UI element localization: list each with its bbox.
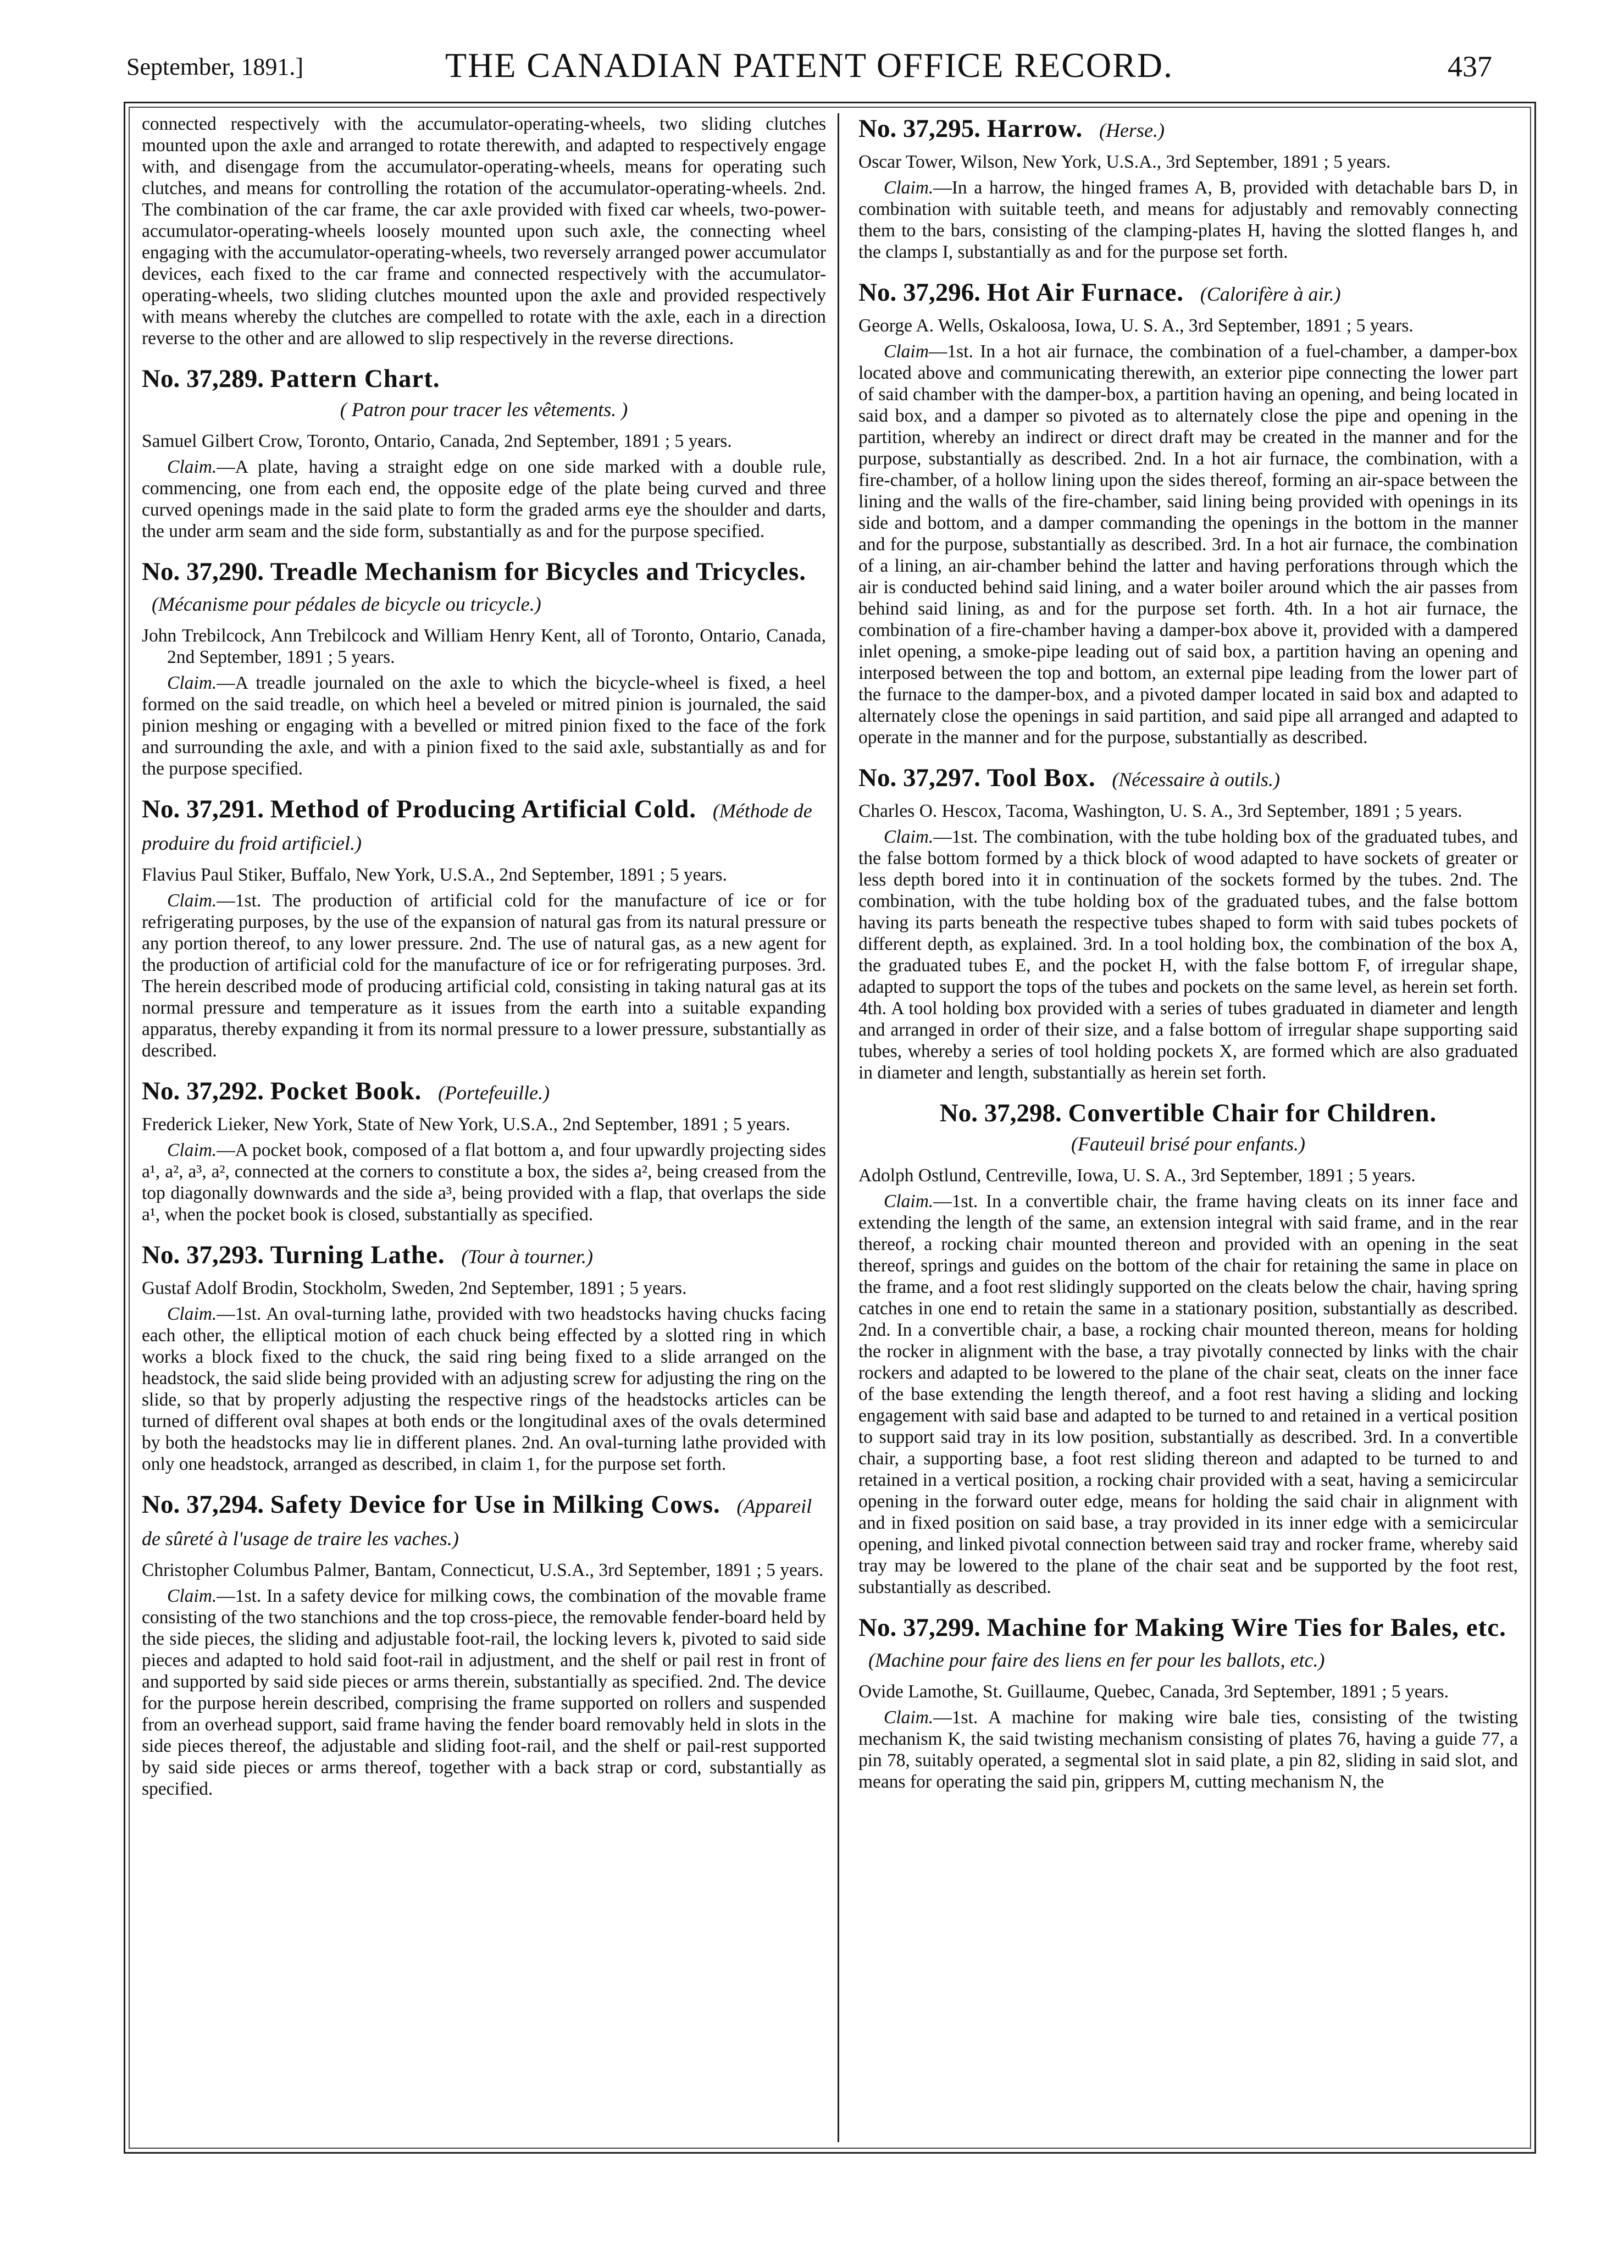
patent-number: No. 37,298. [939,1099,1062,1127]
patent-claim [142,672,826,779]
claim-text: —1st. In a hot air furnace, the combination of a fuel-chamber, a damper-box located above and communicating therewith, an exterior pipe connecting the lower part of said chamber with the damper-box, a partition having an opening, and being located in said box, and a damper so pivoted as to alternately close the pipe and opening in the partition, whereby an indirect or direct draft may be created in the manner and for the purpose, substantially as described. 2nd. In a hot air furnace, the combination, with a fire-chamber, of a hollow lining upon the sides thereof, forming an air-space between the lining and the walls of the fire-chamber, said lining being provided with openings in its side and bottom, and a damper commanding the openings in the bottom in the manner and for the purpose, substantially as described. 3rd. In a hot air furnace, the combination of a lining, an air-chamber behind the latter and having perforations through which the air is conducted behind said lining, and a water boiler around which the air passes from behind said lining, as and for the purpose set forth. 4th. In a hot air furnace, the combination of a fire-chamber having a damper-box above it, provided with a dampered inlet opening, a smoke-pipe leading out of said box, a partition having an opening and interposed between the top and bottom, an external pipe leading from the lower part of the furnace to the damper-box, and a pivoted damper located in said box and adapted to alternately close the openings in said partition, and said pipe all arranged and adapted to operate in the manner and for the purpose, substantially as described. [858,341,1518,748]
patent-french-title: (Appareil de sûreté à l'usage de traire les vaches.) [142,1495,812,1550]
page-number: 437 [1448,50,1492,83]
claim-text: —A plate, having a straight edge on one side marked with a double rule, commencing, one from each end, the opposite edge of the plate being curved and three curved openings made in the said plate to form the graded arms eye the shoulder and darts, the under arm seam and the side form, substantially as and for the purpose specified. [142,457,826,541]
patent-claim [858,1191,1518,1598]
patent-heading [858,277,1518,309]
patent-number: No. 37,291. [142,795,264,823]
claim-text: —1st. In a safety device for milking cows, the combination of the movable frame consisting of the two stanchions and the top cross-piece, the removable fender-board held by the side pieces, the sliding and adjustable foot-rail, the locking levers k, pivoted to said side pieces and adapted to hold said foot-rail in adjustment, and the shelf or pail rest in front of and supported by said side pieces or arms therein, substantially as specified. 2nd. The device for the purpose herein described, comprising the frame supported on rollers and suspended from an overhead support, said frame having the fender board removably held in slots in the side pieces thereof, the adjustable and sliding foot-rail, and the shelf or pail-rest supported by said side pieces or arms thereof, together with a back strap or cord, substantially as specified. [142,1586,826,1799]
patent-number: No. 37,290. [142,557,264,586]
claim-label: Claim. [884,178,934,198]
patent-french-title: (Herse.) [1099,119,1165,141]
patent-entry [858,113,1518,263]
continuation-text: connected respectively with the accumulator-operating-wheels, two sliding clutches mounted upon the axle and arranged to rotate therewith, and adapted to respectively engage with, and disengage from the accumulator-operating-wheels, means for operating such clutches, and means for controlling the rotation of the accumulator-operating-wheels. 2nd. The combination of the car frame, the car axle provided with fixed car wheels, two-power-accumulator-operating-wheels loosely mounted upon such axle, the connecting wheel engaging with the accumulator-operating-wheels, two reversely arranged power accumulator devices, each fixed to the car frame and connected respectively with the accumulator-operating-wheels, two sliding clutches mounted upon the axle and provided respectively with means whereby the clutches are compelled to rotate with the axle, each in a direction reverse to the other and are allowed to slip respectively in the reverse directions. [142,114,826,349]
page-frame [124,102,1536,2154]
patent-french-title: (Tour à tourner.) [461,1246,594,1268]
patent-heading [142,1489,826,1554]
page-body [142,113,1518,2142]
patent-french-title: (Calorifère à air.) [1200,283,1341,305]
patent-inventor: Oscar Tower, Wilson, New York, U.S.A., 3rd September, 1891 ; 5 years. [858,152,1391,172]
claim-label: Claim. [884,827,934,847]
patent-french-title: (Portefeuille.) [438,1082,550,1104]
patent-inventor: Samuel Gilbert Crow, Toronto, Ontario, Canada, 2nd September, 1891 ; 5 years. [142,431,732,451]
patent-number: No. 37,295. [858,114,980,143]
left-column [142,113,826,2142]
patent-title: Tool Box. [986,764,1096,792]
patent-heading [858,1098,1518,1159]
patent-french-title: (Fauteuil brisé pour enfants.) [1071,1133,1305,1155]
patent-title: Hot Air Furnace. [986,278,1184,307]
claim-text: —1st. In a convertible chair, the frame having cleats on its inner face and extending the length of the same, an extension integral with said frame, and in the rear thereof, a rocking chair mounted thereon and provided with an opening in the seat thereof, springs and guides on the bottom of the chair for retaining the same in place on the frame, and a foot rest slidingly supported on the cleats below the chair, having spring catches in one end to retain the same in a stationary position, substantially as described. 2nd. In a convertible chair, a base, a rocking chair mounted thereon, means for holding the rocker in alignment with the base, a tray pivotally connected by links with the chair rockers and adapted to be lowered to the plane of the chair seat, cleats on the inner face of the base extending the length thereof, and a foot rest having a sliding and locking engagement with said base and adapted to be turned to and retained in a vertical position to support said tray in its low position, substantially as described. 3rd. In a convertible chair, a supporting base, a foot rest sliding thereon and adapted to be turned to and retained in a vertical position, a rocking chair provided with a seat, having a semicircular opening in the forward outer edge, means for holding the said chair in alignment with and in fixed position on said base, a tray provided in its inner edge with a semicircular opening, and linked pivotal connection between said tray and rocker frame, whereby said tray may be lowered to the plane of the chair seat and be supported by the foot rest, substantially as described. [858,1191,1518,1597]
patent-entry [142,363,826,542]
patent-entry [142,1489,826,1800]
patent-french-title: (Méthode de produire du froid artificiel.) [142,800,812,854]
patent-claim [858,341,1518,748]
claim-label: Claim. [167,1304,217,1324]
patent-number: No. 37,299. [858,1613,980,1642]
patent-number: No. 37,289. [142,364,264,393]
patent-inventor: Flavius Paul Stiker, Buffalo, New York, U.S.A., 2nd September, 1891 ; 5 years. [142,865,727,885]
issue-date: September, 1891.] [126,53,304,80]
patent-inventor: Gustaf Adolf Brodin, Stockholm, Sweden, 2nd September, 1891 ; 5 years. [142,1278,687,1298]
patent-french-title: (Nécessaire à outils.) [1112,768,1281,790]
patent-number: No. 37,292. [142,1077,264,1105]
patent-claim [142,1585,826,1800]
patent-entry [858,1612,1518,1793]
patent-inventor: Christopher Columbus Palmer, Bantam, Connecticut, U.S.A., 3rd September, 1891 ; 5 years. [142,1560,824,1580]
patent-claim [858,826,1518,1083]
running-head [126,45,1492,95]
claim-text: —A pocket book, composed of a flat bottom a, and four upwardly projecting sides a¹, a², a³, a², connected at the corners to constitute a box, the sides a², being creased from the top diagonally downwards and the side a³, being provided with a flap, that overlaps the side a¹, when the pocket book is closed, substantially as specified. [142,1140,826,1225]
column-rule [838,113,839,2142]
patent-number: No. 37,297. [858,764,980,792]
patent-french-title: (Machine pour faire des liens en fer pour les ballots, etc.) [868,1649,1325,1671]
patent-title: Convertible Chair for Children. [1068,1099,1437,1127]
right-column [851,113,1518,2142]
patent-inventor: Ovide Lamothe, St. Guillaume, Quebec, Canada, 3rd September, 1891 ; 5 years. [858,1681,1449,1702]
patent-number: No. 37,296. [858,278,980,307]
patent-title: Method of Producing Artificial Cold. [270,795,697,823]
claim-label: Claim. [167,673,217,693]
claim-label: Claim. [884,1707,934,1728]
claim-label: Claim. [167,457,217,477]
claim-text: —1st. A machine for making wire bale ties, consisting of the twisting mechanism K, the said twisting mechanism consisting of plates 76, having a guide 77, a pin 78, suitably operated, a segmental slot in said plate, a pin 82, sliding in said slot, and means for operating the said pin, grippers M, cutting mechanism N, the [858,1707,1518,1792]
patent-title: Pattern Chart. [270,364,440,393]
patent-title: Harrow. [986,114,1083,143]
claim-label: Claim [884,341,929,362]
patent-heading [858,113,1518,146]
patent-heading [142,1240,826,1272]
patent-claim [142,1139,826,1225]
patent-claim [142,456,826,542]
claim-text: —1st. The combination, with the tube holding box of the graduated tubes, and the false bottom formed by a thick block of wood adapted to have sockets of greater or less depth bored into it in continuation of the sockets formed by the tubes. 2nd. The combination, with the tube holding box of the graduated tubes, and the false bottom having its parts beneath the respective tubes shaped to form with said tubes pockets of different depth, as explained. 3rd. In a tool holding box, the combination of the box A, the graduated tubes E, and the pocket H, with the false bottom F, of irregular shape, adapted to support the tops of the tubes and pockets on the same level, as herein set forth. 4th. A tool holding box provided with a series of tubes graduated in diameter and length and arranged in order of their size, and a false bottom of irregular shape supporting said tubes, whereby a series of tool holding pockets X, are formed which are also graduated in diameter and length, substantially as herein set forth. [858,827,1518,1083]
patent-entry [858,1098,1518,1598]
patent-claim [142,890,826,1061]
claim-text: —A treadle journaled on the axle to which the bicycle-wheel is fixed, a heel formed on the said treadle, on which heel a beveled or mitred pinion is journaled, the said pinion meshing or engaging with a bevelled or mitred pinion fixed to the face of the fork and surrounding the axle, and with a pinion fixed to the said axle, substantially as and for the purpose specified. [142,673,826,779]
patent-title: Treadle Mechanism for Bicycles and Tricycles. [270,557,806,586]
patent-heading [142,363,826,425]
patent-title: Safety Device for Use in Milking Cows. [270,1490,720,1519]
patent-title: Pocket Book. [270,1077,422,1105]
claim-label: Claim. [167,1586,217,1606]
patent-inventor: John Trebilcock, Ann Trebilcock and William Henry Kent, all of Toronto, Ontario, Canada, 2nd September, 1891 ; 5 years. [142,626,826,667]
claim-text: —1st. The production of artificial cold for the manufacture of ice or for refrigerating purposes, by the use of the expansion of natural gas from its natural pressure or any portion thereof, to any lower pressure. 2nd. The use of natural gas, as a new agent for the production of artificial cold for the manufacture of ice or for refrigerating purposes. 3rd. The herein described mode of producing artificial cold, consisting in taking natural gas at its normal pressure and temperature as it issues from the earth into a suitable expanding apparatus, thereby expanding it from its normal pressure to a lower pressure, substantially as described. [142,890,826,1061]
patent-inventor: Frederick Lieker, New York, State of New York, U.S.A., 2nd September, 1891 ; 5 years. [142,1114,790,1135]
patent-number: No. 37,294. [142,1490,264,1519]
patent-entry [858,277,1518,748]
patent-claim [858,177,1518,263]
patent-title: Machine for Making Wire Ties for Bales, etc. [986,1613,1506,1642]
journal-title: THE CANADIAN PATENT OFFICE RECORD. [445,46,1173,85]
patent-inventor: Charles O. Hescox, Tacoma, Washington, U. S. A., 3rd September, 1891 ; 5 years. [858,801,1462,821]
patent-french-title: (Mécanisme pour pédales de bicycle ou tricycle.) [152,593,541,615]
patent-inventor: George A. Wells, Oskaloosa, Iowa, U. S. A., 3rd September, 1891 ; 5 years. [858,316,1414,336]
patent-entry [858,762,1518,1083]
claim-text: —1st. An oval-turning lathe, provided with two headstocks having chucks facing each other, the elliptical motion of each chuck being effected by a slotted ring in which works a block fixed to the chuck, the said ring being fixed to a slide arranged on the headstock, the said slide being provided with an adjusting screw for adjusting the ring on the slide, so that by properly adjusting the respective rings of the headstocks articles can be turned of different oval shapes at both ends or the longitudinal axes of the ovals determined by both the headstocks may lie in different planes. 2nd. An oval-turning lathe provided with only one headstock, arranged as described, in claim 1, for the purpose set forth. [142,1304,826,1474]
patent-heading [142,1076,826,1108]
patent-number: No. 37,293. [142,1241,264,1269]
claim-label: Claim. [884,1191,934,1212]
patent-heading [142,794,826,859]
claim-label: Claim. [167,1140,217,1160]
patent-entry [142,794,826,1061]
patent-entry [142,556,826,779]
patent-inventor: Adolph Ostlund, Centreville, Iowa, U. S. A., 3rd September, 1891 ; 5 years. [858,1165,1416,1186]
patent-title: Turning Lathe. [270,1241,445,1269]
patent-heading [858,1612,1518,1675]
patent-claim [858,1707,1518,1793]
patent-heading [142,556,826,619]
patent-entry [142,1240,826,1475]
patent-entry [142,1076,826,1225]
claim-label: Claim. [167,890,217,911]
claim-text: —In a harrow, the hinged frames A, B, provided with detachable bars D, in combination with suitable teeth, and means for adjustably and removably connecting them to the bars, consisting of the clamping-plates H, having the slotted flanges h, and the clamps I, substantially as and for the purpose set forth. [858,178,1518,262]
patent-french-title: ( Patron pour tracer les vêtements. ) [340,399,628,421]
patent-claim [142,1303,826,1475]
patent-heading [858,762,1518,795]
